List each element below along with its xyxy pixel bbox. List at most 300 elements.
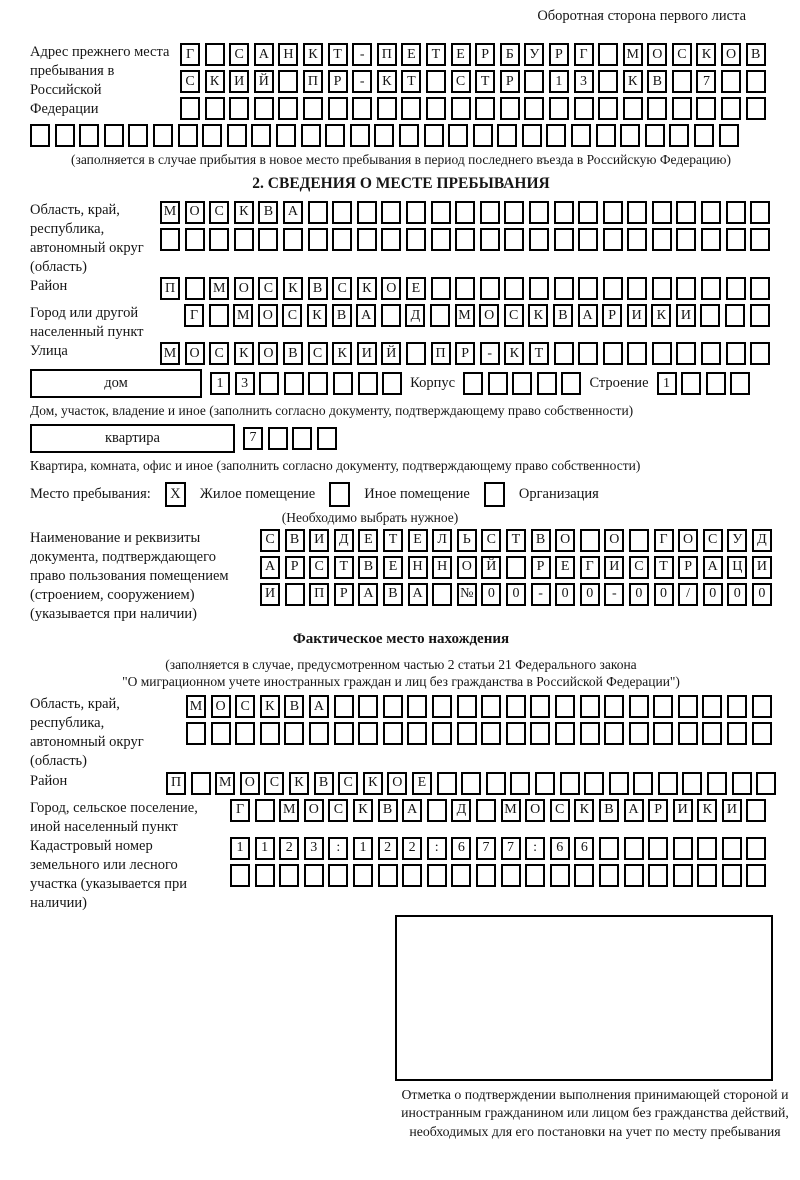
char-cell[interactable] xyxy=(746,70,766,93)
char-cell[interactable] xyxy=(455,201,475,224)
char-cell[interactable] xyxy=(647,97,667,120)
char-cell[interactable] xyxy=(633,772,653,795)
char-cell[interactable] xyxy=(624,864,644,887)
char-cell[interactable] xyxy=(550,864,570,887)
char-cell[interactable]: С xyxy=(180,70,200,93)
char-cell[interactable] xyxy=(211,722,231,745)
char-cell[interactable]: 1 xyxy=(549,70,569,93)
char-cell[interactable] xyxy=(457,722,477,745)
char-cell[interactable] xyxy=(580,695,600,718)
char-cell[interactable]: 0 xyxy=(580,583,600,606)
char-cell[interactable] xyxy=(722,837,742,860)
char-cell[interactable] xyxy=(457,695,477,718)
char-cell[interactable]: И xyxy=(673,799,693,822)
char-cell[interactable] xyxy=(278,97,298,120)
char-cell[interactable] xyxy=(707,772,727,795)
checkbox-other-premises[interactable] xyxy=(329,482,350,507)
char-cell[interactable] xyxy=(357,228,377,251)
char-cell[interactable] xyxy=(378,864,398,887)
char-cell[interactable]: О xyxy=(304,799,324,822)
char-cell[interactable] xyxy=(481,695,501,718)
char-cell[interactable]: К xyxy=(260,695,280,718)
char-cell[interactable]: С xyxy=(672,43,692,66)
char-cell[interactable]: Г xyxy=(184,304,204,327)
char-cell[interactable]: С xyxy=(328,799,348,822)
char-cell[interactable] xyxy=(522,124,542,147)
char-cell[interactable]: В xyxy=(308,277,328,300)
char-cell[interactable]: А xyxy=(402,799,422,822)
char-cell[interactable] xyxy=(529,228,549,251)
char-cell[interactable] xyxy=(746,97,766,120)
char-cell[interactable]: М xyxy=(215,772,235,795)
char-cell[interactable]: О xyxy=(457,556,477,579)
char-cell[interactable]: П xyxy=(166,772,186,795)
char-cell[interactable]: 0 xyxy=(752,583,772,606)
char-cell[interactable] xyxy=(629,695,649,718)
char-cell[interactable] xyxy=(431,201,451,224)
char-cell[interactable] xyxy=(554,228,574,251)
char-cell[interactable] xyxy=(304,864,324,887)
char-cell[interactable]: Р xyxy=(678,556,698,579)
char-cell[interactable] xyxy=(260,722,280,745)
char-cell[interactable]: Т xyxy=(529,342,549,365)
char-cell[interactable]: Й xyxy=(254,70,274,93)
char-cell[interactable] xyxy=(673,864,693,887)
char-cell[interactable] xyxy=(555,722,575,745)
char-cell[interactable]: 0 xyxy=(629,583,649,606)
char-cell[interactable]: Й xyxy=(381,342,401,365)
char-cell[interactable]: М xyxy=(209,277,229,300)
char-cell[interactable]: Г xyxy=(574,43,594,66)
char-cell[interactable]: В xyxy=(531,529,551,552)
char-cell[interactable] xyxy=(284,722,304,745)
char-cell[interactable]: А xyxy=(624,799,644,822)
char-cell[interactable] xyxy=(186,722,206,745)
char-cell[interactable] xyxy=(448,124,468,147)
char-cell[interactable]: К xyxy=(528,304,548,327)
char-cell[interactable]: Й xyxy=(481,556,501,579)
char-cell[interactable] xyxy=(694,124,714,147)
char-cell[interactable]: Т xyxy=(401,70,421,93)
char-cell[interactable]: С xyxy=(309,556,329,579)
char-cell[interactable]: 0 xyxy=(555,583,575,606)
char-cell[interactable]: А xyxy=(358,583,378,606)
char-cell[interactable]: К xyxy=(234,342,254,365)
char-cell[interactable] xyxy=(750,342,770,365)
char-cell[interactable]: Р xyxy=(602,304,622,327)
char-cell[interactable] xyxy=(128,124,148,147)
char-cell[interactable]: С xyxy=(235,695,255,718)
char-cell[interactable] xyxy=(706,372,726,395)
char-cell[interactable] xyxy=(501,864,521,887)
char-cell[interactable]: К xyxy=(696,43,716,66)
char-cell[interactable] xyxy=(401,97,421,120)
char-cell[interactable] xyxy=(721,97,741,120)
char-cell[interactable]: С xyxy=(260,529,280,552)
char-cell[interactable] xyxy=(574,864,594,887)
char-cell[interactable]: Д xyxy=(334,529,354,552)
char-cell[interactable] xyxy=(554,277,574,300)
char-cell[interactable] xyxy=(279,864,299,887)
char-cell[interactable] xyxy=(653,722,673,745)
char-cell[interactable] xyxy=(455,277,475,300)
char-cell[interactable] xyxy=(79,124,99,147)
char-cell[interactable] xyxy=(603,277,623,300)
char-cell[interactable] xyxy=(334,695,354,718)
char-cell[interactable] xyxy=(461,772,481,795)
char-cell[interactable]: Е xyxy=(358,529,378,552)
char-cell[interactable] xyxy=(399,124,419,147)
char-cell[interactable]: Р xyxy=(334,583,354,606)
char-cell[interactable] xyxy=(308,201,328,224)
char-cell[interactable] xyxy=(750,304,770,327)
char-cell[interactable]: Д xyxy=(451,799,471,822)
char-cell[interactable] xyxy=(334,722,354,745)
char-cell[interactable]: № xyxy=(457,583,477,606)
char-cell[interactable] xyxy=(283,228,303,251)
char-cell[interactable]: К xyxy=(504,342,524,365)
char-cell[interactable]: И xyxy=(752,556,772,579)
char-cell[interactable]: К xyxy=(205,70,225,93)
char-cell[interactable] xyxy=(234,228,254,251)
char-cell[interactable] xyxy=(431,277,451,300)
char-cell[interactable] xyxy=(357,201,377,224)
char-cell[interactable] xyxy=(525,864,545,887)
char-cell[interactable] xyxy=(561,372,581,395)
char-cell[interactable]: К xyxy=(289,772,309,795)
char-cell[interactable]: П xyxy=(377,43,397,66)
char-cell[interactable]: Н xyxy=(408,556,428,579)
char-cell[interactable] xyxy=(578,201,598,224)
char-cell[interactable] xyxy=(648,837,668,860)
char-cell[interactable] xyxy=(510,772,530,795)
char-cell[interactable] xyxy=(700,304,720,327)
char-cell[interactable] xyxy=(402,864,422,887)
char-cell[interactable]: О xyxy=(525,799,545,822)
char-cell[interactable]: В xyxy=(746,43,766,66)
char-cell[interactable] xyxy=(506,556,526,579)
char-cell[interactable]: Р xyxy=(531,556,551,579)
char-cell[interactable] xyxy=(407,695,427,718)
char-cell[interactable]: - xyxy=(352,43,372,66)
char-cell[interactable]: С xyxy=(550,799,570,822)
char-cell[interactable]: О xyxy=(647,43,667,66)
char-cell[interactable] xyxy=(701,277,721,300)
char-cell[interactable]: 3 xyxy=(574,70,594,93)
char-cell[interactable] xyxy=(529,201,549,224)
char-cell[interactable] xyxy=(309,722,329,745)
char-cell[interactable] xyxy=(701,342,721,365)
char-cell[interactable] xyxy=(750,201,770,224)
char-cell[interactable]: О xyxy=(211,695,231,718)
char-cell[interactable] xyxy=(719,124,739,147)
char-cell[interactable] xyxy=(251,124,271,147)
char-cell[interactable]: 0 xyxy=(481,583,501,606)
char-cell[interactable] xyxy=(268,427,288,450)
char-cell[interactable]: И xyxy=(722,799,742,822)
char-cell[interactable] xyxy=(627,201,647,224)
char-cell[interactable] xyxy=(258,228,278,251)
char-cell[interactable] xyxy=(432,695,452,718)
char-cell[interactable] xyxy=(752,695,772,718)
char-cell[interactable] xyxy=(432,583,452,606)
char-cell[interactable]: Е xyxy=(451,43,471,66)
char-cell[interactable] xyxy=(285,583,305,606)
char-cell[interactable]: 7 xyxy=(243,427,263,450)
char-cell[interactable] xyxy=(535,772,555,795)
char-cell[interactable] xyxy=(301,124,321,147)
char-cell[interactable]: - xyxy=(531,583,551,606)
char-cell[interactable]: О xyxy=(604,529,624,552)
char-cell[interactable] xyxy=(652,228,672,251)
char-cell[interactable] xyxy=(603,228,623,251)
char-cell[interactable]: С xyxy=(229,43,249,66)
char-cell[interactable] xyxy=(578,228,598,251)
char-cell[interactable]: Т xyxy=(328,43,348,66)
char-cell[interactable] xyxy=(506,695,526,718)
char-cell[interactable]: С xyxy=(209,201,229,224)
char-cell[interactable]: Р xyxy=(475,43,495,66)
char-cell[interactable]: П xyxy=(303,70,323,93)
char-cell[interactable] xyxy=(653,695,673,718)
char-cell[interactable] xyxy=(30,124,50,147)
char-cell[interactable]: У xyxy=(524,43,544,66)
char-cell[interactable] xyxy=(554,342,574,365)
char-cell[interactable] xyxy=(596,124,616,147)
char-cell[interactable]: В xyxy=(647,70,667,93)
char-cell[interactable] xyxy=(227,124,247,147)
char-cell[interactable]: 0 xyxy=(703,583,723,606)
char-cell[interactable]: Т xyxy=(506,529,526,552)
char-cell[interactable] xyxy=(652,342,672,365)
char-cell[interactable]: Р xyxy=(648,799,668,822)
char-cell[interactable]: С xyxy=(264,772,284,795)
char-cell[interactable] xyxy=(202,124,222,147)
char-cell[interactable] xyxy=(383,722,403,745)
char-cell[interactable] xyxy=(308,372,328,395)
char-cell[interactable]: 6 xyxy=(451,837,471,860)
char-cell[interactable] xyxy=(578,342,598,365)
char-cell[interactable]: С xyxy=(481,529,501,552)
char-cell[interactable] xyxy=(750,228,770,251)
char-cell[interactable]: В xyxy=(314,772,334,795)
char-cell[interactable] xyxy=(381,228,401,251)
char-cell[interactable]: В xyxy=(332,304,352,327)
char-cell[interactable]: С xyxy=(308,342,328,365)
char-cell[interactable] xyxy=(598,70,618,93)
char-cell[interactable] xyxy=(673,837,693,860)
char-cell[interactable] xyxy=(317,427,337,450)
char-cell[interactable] xyxy=(524,70,544,93)
char-cell[interactable] xyxy=(235,722,255,745)
char-cell[interactable]: Е xyxy=(383,556,403,579)
char-cell[interactable] xyxy=(697,837,717,860)
char-cell[interactable] xyxy=(726,277,746,300)
char-cell[interactable]: И xyxy=(260,583,280,606)
char-cell[interactable]: Н xyxy=(278,43,298,66)
char-cell[interactable]: С xyxy=(282,304,302,327)
char-cell[interactable] xyxy=(230,864,250,887)
char-cell[interactable] xyxy=(529,277,549,300)
char-cell[interactable] xyxy=(584,772,604,795)
char-cell[interactable]: А xyxy=(260,556,280,579)
char-cell[interactable] xyxy=(254,97,274,120)
char-cell[interactable]: В xyxy=(284,695,304,718)
char-cell[interactable]: С xyxy=(451,70,471,93)
char-cell[interactable]: С xyxy=(332,277,352,300)
char-cell[interactable]: И xyxy=(229,70,249,93)
char-cell[interactable] xyxy=(726,201,746,224)
char-cell[interactable] xyxy=(746,837,766,860)
char-cell[interactable] xyxy=(555,695,575,718)
char-cell[interactable]: Е xyxy=(406,277,426,300)
char-cell[interactable] xyxy=(725,304,745,327)
char-cell[interactable]: С xyxy=(703,529,723,552)
char-cell[interactable] xyxy=(648,864,668,887)
char-cell[interactable]: : xyxy=(328,837,348,860)
char-cell[interactable]: И xyxy=(604,556,624,579)
char-cell[interactable]: О xyxy=(258,304,278,327)
char-cell[interactable]: А xyxy=(408,583,428,606)
char-cell[interactable]: М xyxy=(279,799,299,822)
char-cell[interactable] xyxy=(624,837,644,860)
char-cell[interactable] xyxy=(752,722,772,745)
char-cell[interactable]: К xyxy=(332,342,352,365)
char-cell[interactable]: Ц xyxy=(727,556,747,579)
char-cell[interactable] xyxy=(160,228,180,251)
checkbox-organization[interactable] xyxy=(484,482,505,507)
char-cell[interactable]: С xyxy=(209,342,229,365)
char-cell[interactable]: 0 xyxy=(506,583,526,606)
char-cell[interactable]: К xyxy=(234,201,254,224)
char-cell[interactable]: 2 xyxy=(402,837,422,860)
char-cell[interactable] xyxy=(473,124,493,147)
char-cell[interactable] xyxy=(627,277,647,300)
char-cell[interactable]: 7 xyxy=(501,837,521,860)
char-cell[interactable] xyxy=(406,228,426,251)
char-cell[interactable]: П xyxy=(431,342,451,365)
char-cell[interactable]: К xyxy=(307,304,327,327)
char-cell[interactable] xyxy=(620,124,640,147)
char-cell[interactable]: Р xyxy=(328,70,348,93)
char-cell[interactable]: Р xyxy=(455,342,475,365)
char-cell[interactable]: М xyxy=(623,43,643,66)
char-cell[interactable] xyxy=(504,277,524,300)
char-cell[interactable] xyxy=(645,124,665,147)
char-cell[interactable]: Г xyxy=(580,556,600,579)
char-cell[interactable] xyxy=(377,97,397,120)
char-cell[interactable] xyxy=(603,201,623,224)
char-cell[interactable]: К xyxy=(623,70,643,93)
char-cell[interactable] xyxy=(629,722,649,745)
char-cell[interactable] xyxy=(598,97,618,120)
char-cell[interactable] xyxy=(480,228,500,251)
char-cell[interactable]: М xyxy=(160,201,180,224)
char-cell[interactable]: Б xyxy=(500,43,520,66)
char-cell[interactable] xyxy=(178,124,198,147)
char-cell[interactable] xyxy=(180,97,200,120)
char-cell[interactable] xyxy=(580,722,600,745)
char-cell[interactable] xyxy=(455,228,475,251)
char-cell[interactable] xyxy=(332,228,352,251)
char-cell[interactable]: Т xyxy=(426,43,446,66)
char-cell[interactable]: О xyxy=(555,529,575,552)
char-cell[interactable] xyxy=(702,722,722,745)
char-cell[interactable] xyxy=(512,372,532,395)
char-cell[interactable]: 2 xyxy=(279,837,299,860)
char-cell[interactable]: Д xyxy=(405,304,425,327)
char-cell[interactable] xyxy=(255,799,275,822)
char-cell[interactable]: - xyxy=(604,583,624,606)
char-cell[interactable]: И xyxy=(357,342,377,365)
char-cell[interactable]: 3 xyxy=(304,837,324,860)
char-cell[interactable] xyxy=(756,772,776,795)
char-cell[interactable]: У xyxy=(727,529,747,552)
char-cell[interactable] xyxy=(672,97,692,120)
char-cell[interactable]: Ь xyxy=(457,529,477,552)
char-cell[interactable] xyxy=(506,722,526,745)
char-cell[interactable] xyxy=(284,372,304,395)
char-cell[interactable] xyxy=(682,772,702,795)
char-cell[interactable] xyxy=(580,529,600,552)
char-cell[interactable]: И xyxy=(627,304,647,327)
char-cell[interactable]: Л xyxy=(432,529,452,552)
char-cell[interactable] xyxy=(406,342,426,365)
char-cell[interactable]: А xyxy=(356,304,376,327)
char-cell[interactable] xyxy=(627,228,647,251)
char-cell[interactable]: О xyxy=(258,342,278,365)
char-cell[interactable] xyxy=(292,427,312,450)
char-cell[interactable] xyxy=(727,695,747,718)
char-cell[interactable]: 0 xyxy=(727,583,747,606)
char-cell[interactable]: О xyxy=(678,529,698,552)
char-cell[interactable] xyxy=(488,372,508,395)
checkbox-residential[interactable]: X xyxy=(165,482,186,507)
char-cell[interactable] xyxy=(746,799,766,822)
char-cell[interactable] xyxy=(676,201,696,224)
char-cell[interactable] xyxy=(504,228,524,251)
char-cell[interactable] xyxy=(451,864,471,887)
char-cell[interactable]: 1 xyxy=(353,837,373,860)
char-cell[interactable]: И xyxy=(676,304,696,327)
char-cell[interactable] xyxy=(697,864,717,887)
char-cell[interactable] xyxy=(702,695,722,718)
char-cell[interactable] xyxy=(669,124,689,147)
char-cell[interactable] xyxy=(463,372,483,395)
char-cell[interactable] xyxy=(475,97,495,120)
char-cell[interactable]: В xyxy=(358,556,378,579)
char-cell[interactable] xyxy=(721,70,741,93)
char-cell[interactable] xyxy=(486,772,506,795)
char-cell[interactable]: 1 xyxy=(230,837,250,860)
char-cell[interactable]: П xyxy=(309,583,329,606)
char-cell[interactable] xyxy=(255,864,275,887)
char-cell[interactable] xyxy=(55,124,75,147)
char-cell[interactable] xyxy=(153,124,173,147)
char-cell[interactable]: А xyxy=(703,556,723,579)
char-cell[interactable]: В xyxy=(378,799,398,822)
char-cell[interactable]: К xyxy=(574,799,594,822)
char-cell[interactable] xyxy=(746,864,766,887)
char-cell[interactable]: Е xyxy=(401,43,421,66)
char-cell[interactable] xyxy=(476,864,496,887)
char-cell[interactable] xyxy=(426,97,446,120)
char-cell[interactable]: С xyxy=(338,772,358,795)
char-cell[interactable] xyxy=(104,124,124,147)
char-cell[interactable]: 7 xyxy=(476,837,496,860)
char-cell[interactable] xyxy=(481,722,501,745)
char-cell[interactable] xyxy=(578,277,598,300)
